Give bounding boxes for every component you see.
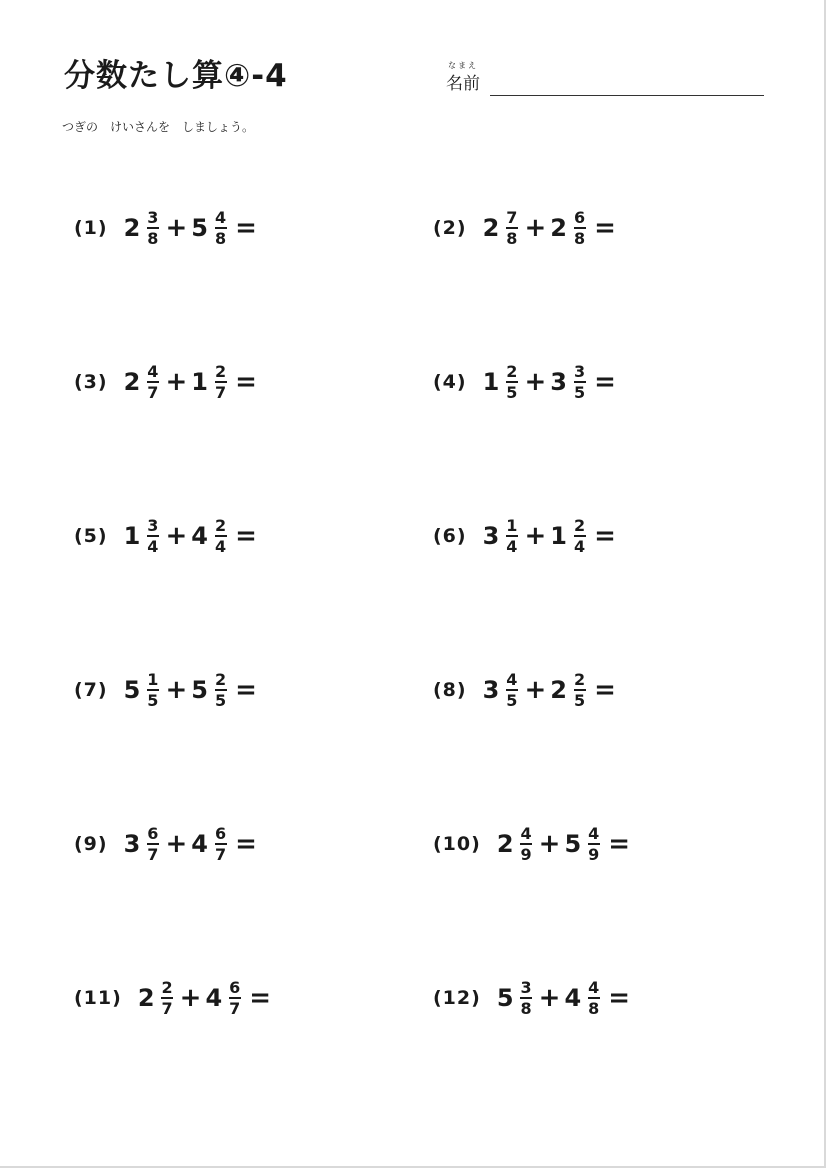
fraction xyxy=(520,825,533,863)
denominator: 4 xyxy=(214,537,227,556)
numerator: 2 xyxy=(573,516,586,535)
numerator: 6 xyxy=(214,824,227,843)
denominator: 5 xyxy=(214,691,227,710)
whole-number: 5 xyxy=(496,984,514,1012)
whole-number: 3 xyxy=(123,830,141,858)
fraction xyxy=(587,825,600,863)
numerator: 2 xyxy=(573,670,586,689)
fraction xyxy=(214,209,227,247)
problem-9 xyxy=(74,814,257,874)
denominator: 7 xyxy=(161,999,173,1018)
problem-number: (6) xyxy=(433,525,467,547)
numerator: 4 xyxy=(588,824,600,843)
numerator: 3 xyxy=(573,362,586,381)
problem-5 xyxy=(74,506,257,566)
fraction xyxy=(505,363,518,401)
name-ruby: なまえ xyxy=(448,61,478,70)
equals-sign: = xyxy=(594,367,616,397)
numerator: 3 xyxy=(147,516,159,535)
equals-sign: = xyxy=(608,829,631,859)
whole-number: 5 xyxy=(123,676,141,704)
equals-sign: = xyxy=(235,521,257,551)
name-field xyxy=(446,60,764,98)
name-label: 名前 xyxy=(446,74,480,94)
denominator: 4 xyxy=(573,537,586,556)
denominator: 5 xyxy=(506,383,518,402)
numerator: 3 xyxy=(520,978,532,997)
fraction xyxy=(161,979,174,1017)
plus-operator: + xyxy=(524,521,547,551)
problem-8 xyxy=(433,660,616,720)
problem-12 xyxy=(433,968,630,1028)
numerator: 4 xyxy=(520,824,532,843)
equals-sign: = xyxy=(235,213,257,243)
numerator: 6 xyxy=(229,978,241,997)
fraction xyxy=(587,979,600,1017)
whole-number: 4 xyxy=(205,984,223,1012)
problem-number: (2) xyxy=(433,217,467,239)
numerator: 2 xyxy=(161,978,173,997)
whole-number: 2 xyxy=(550,676,567,704)
equals-sign: = xyxy=(249,983,272,1013)
numerator: 4 xyxy=(588,978,600,997)
problem-number: (11) xyxy=(74,987,122,1009)
fraction xyxy=(146,517,159,555)
whole-number: 5 xyxy=(564,830,582,858)
instruction-text: つぎの けいさんを しましょう。 xyxy=(62,120,255,134)
plus-operator: + xyxy=(179,983,202,1013)
fraction xyxy=(505,517,518,555)
plus-operator: + xyxy=(538,829,561,859)
plus-operator: + xyxy=(165,213,188,243)
fraction xyxy=(573,671,586,709)
plus-operator: + xyxy=(524,367,547,397)
fraction xyxy=(146,363,159,401)
plus-operator: + xyxy=(165,521,188,551)
whole-number: 1 xyxy=(550,522,567,550)
numerator: 6 xyxy=(147,824,159,843)
problem-7 xyxy=(74,660,257,720)
denominator: 5 xyxy=(506,691,518,710)
problem-number: (9) xyxy=(74,833,108,855)
problem-number: (12) xyxy=(433,987,481,1009)
equals-sign: = xyxy=(594,213,616,243)
whole-number: 5 xyxy=(191,676,208,704)
denominator: 7 xyxy=(214,383,227,402)
problem-6 xyxy=(433,506,616,566)
problem-11 xyxy=(74,968,271,1028)
denominator: 5 xyxy=(573,383,586,402)
problem-3 xyxy=(74,352,257,412)
denominator: 7 xyxy=(229,999,241,1018)
fraction xyxy=(573,209,586,247)
problem-number: (5) xyxy=(74,525,108,547)
equals-sign: = xyxy=(594,675,616,705)
fraction xyxy=(146,825,159,863)
equals-sign: = xyxy=(608,983,631,1013)
denominator: 5 xyxy=(147,691,159,710)
numerator: 2 xyxy=(214,670,227,689)
denominator: 8 xyxy=(573,229,586,248)
whole-number: 3 xyxy=(482,676,500,704)
plus-operator: + xyxy=(524,213,547,243)
fraction xyxy=(214,825,227,863)
denominator: 8 xyxy=(147,229,159,248)
page-title: 分数たし算④-4 xyxy=(64,58,288,94)
denominator: 4 xyxy=(506,537,518,556)
problem-number: (10) xyxy=(433,833,481,855)
problem-4 xyxy=(433,352,616,412)
whole-number: 4 xyxy=(564,984,582,1012)
plus-operator: + xyxy=(524,675,547,705)
whole-number: 3 xyxy=(482,522,500,550)
numerator: 4 xyxy=(214,208,227,227)
problem-number: (8) xyxy=(433,679,467,701)
equals-sign: = xyxy=(235,367,257,397)
denominator: 8 xyxy=(214,229,227,248)
equals-sign: = xyxy=(235,829,257,859)
fraction xyxy=(214,671,227,709)
denominator: 7 xyxy=(147,845,159,864)
fraction xyxy=(146,671,159,709)
fraction xyxy=(505,671,518,709)
denominator: 4 xyxy=(147,537,159,556)
denominator: 8 xyxy=(520,999,532,1018)
problem-number: (7) xyxy=(74,679,108,701)
numerator: 2 xyxy=(506,362,518,381)
denominator: 8 xyxy=(588,999,600,1018)
fraction xyxy=(214,517,227,555)
numerator: 3 xyxy=(147,208,159,227)
numerator: 4 xyxy=(147,362,159,381)
whole-number: 2 xyxy=(123,214,141,242)
denominator: 9 xyxy=(520,845,532,864)
problem-1 xyxy=(74,198,257,258)
fraction xyxy=(573,517,586,555)
problem-2 xyxy=(433,198,616,258)
numerator: 1 xyxy=(147,670,159,689)
whole-number: 3 xyxy=(550,368,567,396)
whole-number: 2 xyxy=(123,368,141,396)
whole-number: 1 xyxy=(191,368,208,396)
fraction xyxy=(228,979,241,1017)
problem-number: (3) xyxy=(74,371,108,393)
fraction xyxy=(214,363,227,401)
denominator: 5 xyxy=(573,691,586,710)
whole-number: 4 xyxy=(191,522,208,550)
whole-number: 2 xyxy=(496,830,514,858)
plus-operator: + xyxy=(165,675,188,705)
whole-number: 5 xyxy=(191,214,208,242)
whole-number: 2 xyxy=(137,984,155,1012)
numerator: 2 xyxy=(214,362,227,381)
numerator: 1 xyxy=(506,516,518,535)
problem-number: (4) xyxy=(433,371,467,393)
numerator: 4 xyxy=(506,670,518,689)
numerator: 2 xyxy=(214,516,227,535)
numerator: 6 xyxy=(573,208,586,227)
fraction xyxy=(505,209,518,247)
plus-operator: + xyxy=(538,983,561,1013)
whole-number: 2 xyxy=(482,214,500,242)
whole-number: 4 xyxy=(191,830,208,858)
problem-number: (1) xyxy=(74,217,108,239)
fraction xyxy=(520,979,533,1017)
equals-sign: = xyxy=(594,521,616,551)
fraction xyxy=(146,209,159,247)
denominator: 7 xyxy=(147,383,159,402)
fraction xyxy=(573,363,586,401)
whole-number: 1 xyxy=(123,522,141,550)
whole-number: 2 xyxy=(550,214,567,242)
denominator: 8 xyxy=(506,229,518,248)
denominator: 9 xyxy=(588,845,600,864)
whole-number: 1 xyxy=(482,368,500,396)
denominator: 7 xyxy=(214,845,227,864)
equals-sign: = xyxy=(235,675,257,705)
numerator: 7 xyxy=(506,208,518,227)
plus-operator: + xyxy=(165,367,188,397)
problem-10 xyxy=(433,814,630,874)
name-write-line[interactable] xyxy=(490,95,764,96)
plus-operator: + xyxy=(165,829,188,859)
